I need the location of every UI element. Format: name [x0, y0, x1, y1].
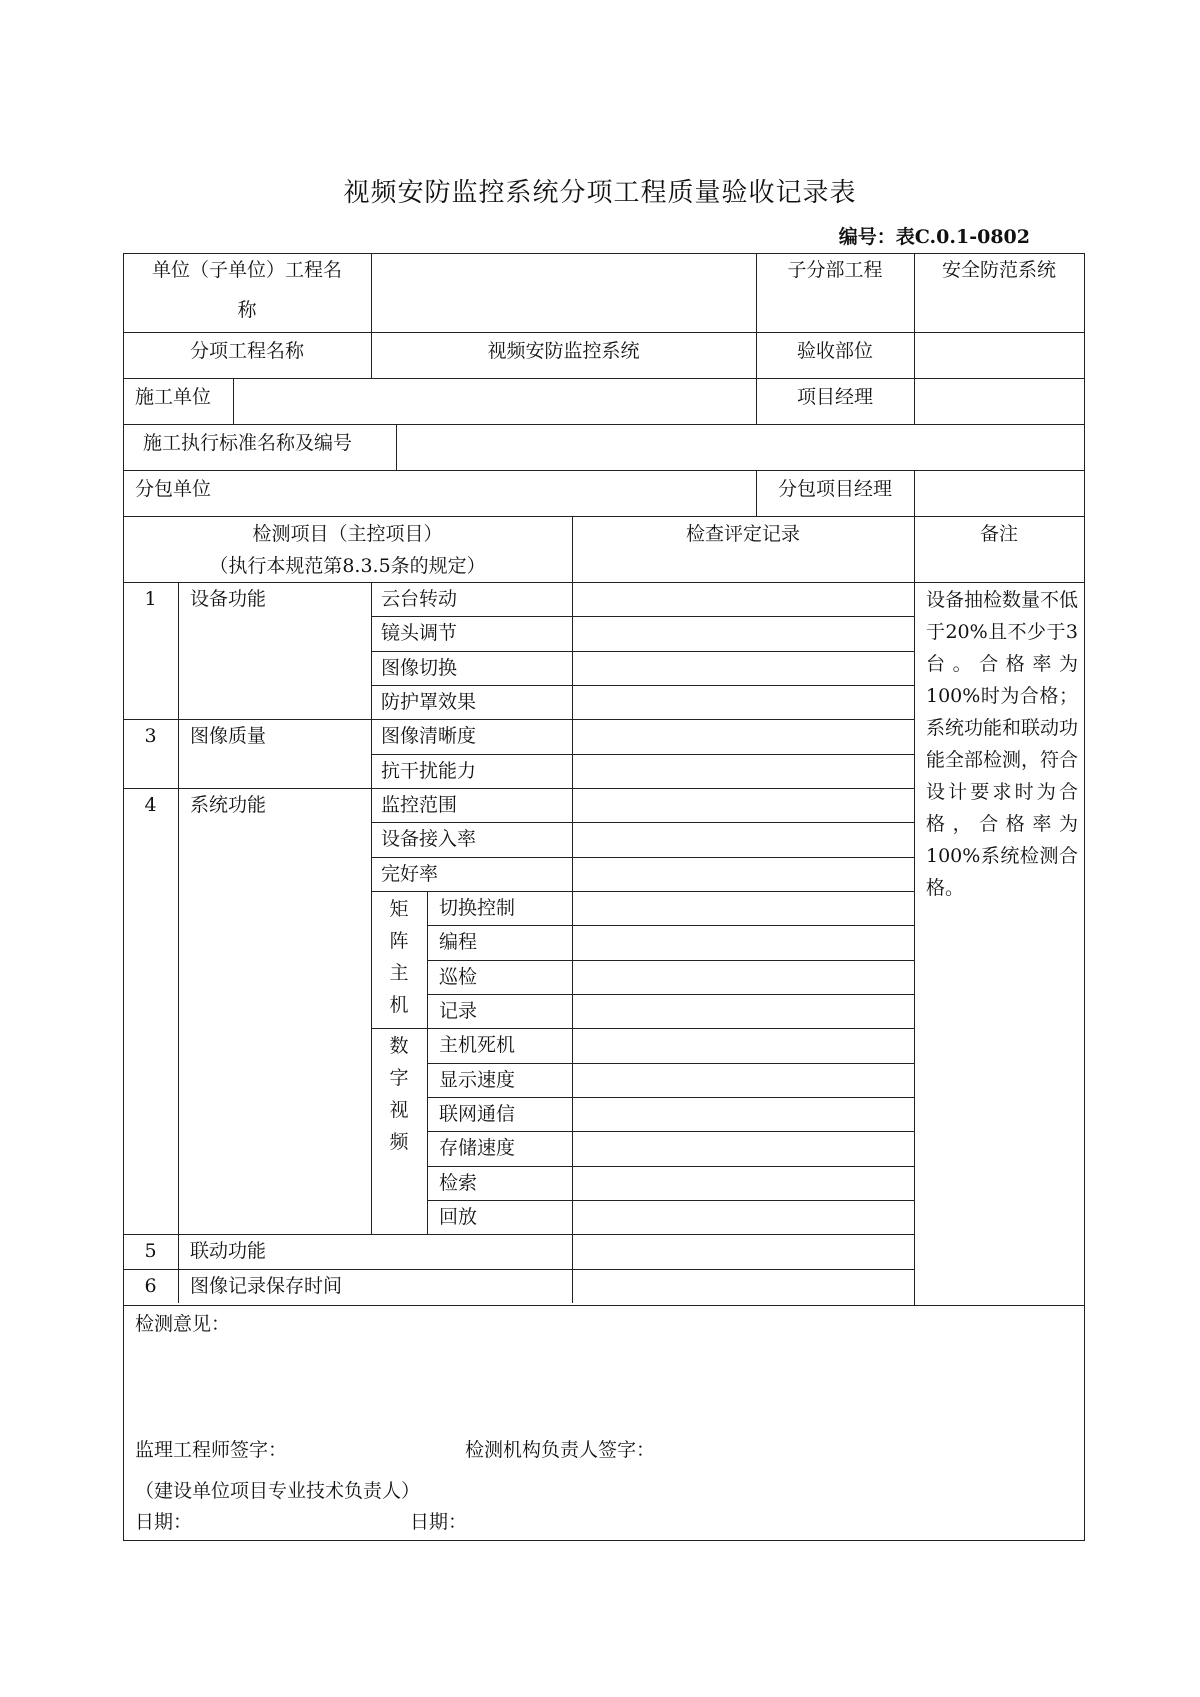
digital-video-label: 频 — [389, 1131, 409, 1154]
digital-video-label: 数 — [389, 1035, 409, 1058]
group-number: 3 — [144, 725, 157, 748]
digital-video-item: 显示速度 — [439, 1068, 516, 1091]
subcontract-unit-label: 分包单位 — [135, 478, 212, 500]
items-header: 检测项目（主控项目） （执行本规范第8.3.5条的规定） — [209, 523, 486, 577]
unit-project-label: 单位（子单位）工程名 称 — [151, 259, 342, 321]
group-name: 设备功能 — [190, 588, 267, 610]
institution-signature-label: 检测机构负责人签字： — [465, 1439, 656, 1461]
group-number: 5 — [144, 1240, 157, 1263]
group-name: 图像质量 — [190, 725, 267, 748]
sub-division-value: 安全防范系统 — [941, 259, 1056, 281]
matrix-item: 编程 — [439, 931, 478, 954]
matrix-item: 切换控制 — [439, 896, 516, 919]
check-item: 监控范围 — [381, 793, 458, 816]
digital-video-label: 字 — [389, 1067, 409, 1090]
matrix-host-label: 主 — [389, 961, 409, 984]
check-item: 抗干扰能力 — [381, 759, 477, 782]
supervisor-signature-label: 监理工程师签字： — [135, 1439, 288, 1461]
opinion-label: 检测意见： — [135, 1313, 231, 1335]
digital-video-item: 主机死机 — [439, 1034, 516, 1057]
page-title: 视频安防监控系统分项工程质量验收记录表 — [343, 178, 857, 208]
check-item: 防护罩效果 — [381, 690, 477, 713]
sub-division-label: 子分部工程 — [787, 259, 883, 281]
check-item: 图像切换 — [381, 656, 458, 679]
digital-video-label: 视 — [389, 1099, 409, 1122]
remark-header: 备注 — [979, 523, 1018, 545]
check-item: 图像清晰度 — [381, 725, 477, 748]
subcontract-manager-label: 分包项目经理 — [777, 478, 892, 500]
group-number: 1 — [144, 588, 157, 610]
matrix-host-label: 矩 — [389, 897, 409, 920]
group-name: 联动功能 — [190, 1240, 267, 1263]
acceptance-part-label: 验收部位 — [796, 340, 873, 362]
group-name: 图像记录保存时间 — [190, 1274, 343, 1297]
record-header: 检查评定记录 — [685, 523, 800, 545]
item-project-value: 视频安防监控系统 — [487, 340, 640, 362]
construction-unit-label: 施工单位 — [135, 386, 212, 408]
check-item: 完好率 — [381, 862, 439, 885]
matrix-host-label: 机 — [389, 993, 409, 1016]
digital-video-item: 存储速度 — [439, 1137, 516, 1160]
check-item: 云台转动 — [381, 588, 458, 610]
project-manager-label: 项目经理 — [796, 386, 873, 408]
check-item: 镜头调节 — [381, 622, 458, 645]
remark-text: 设备抽检数量不低于20%且不少于3台。合格率为100%时为合格；系统功能和联动功能全部检测，符合设计要求时为合格，合格率为100%系统检测合格。 — [926, 589, 1079, 899]
group-number: 4 — [144, 793, 157, 816]
matrix-item: 巡检 — [439, 965, 478, 988]
group-number: 6 — [144, 1274, 157, 1297]
matrix-item: 记录 — [439, 999, 478, 1022]
owner-note: （建设单位项目专业技术负责人） — [135, 1480, 421, 1502]
digital-video-item: 检索 — [439, 1171, 478, 1194]
item-project-label: 分项工程名称 — [189, 340, 304, 362]
check-item: 设备接入率 — [381, 828, 477, 851]
matrix-host-label: 阵 — [389, 929, 409, 952]
date-left-label: 日期： — [135, 1511, 193, 1533]
digital-video-item: 联网通信 — [439, 1102, 516, 1125]
standard-label: 施工执行标准名称及编号 — [143, 432, 353, 454]
form-number: 编号：表C.0.1-0802 — [838, 226, 1030, 248]
digital-video-item: 回放 — [439, 1205, 478, 1228]
group-name: 系统功能 — [190, 793, 267, 816]
date-right-label: 日期： — [410, 1511, 468, 1533]
